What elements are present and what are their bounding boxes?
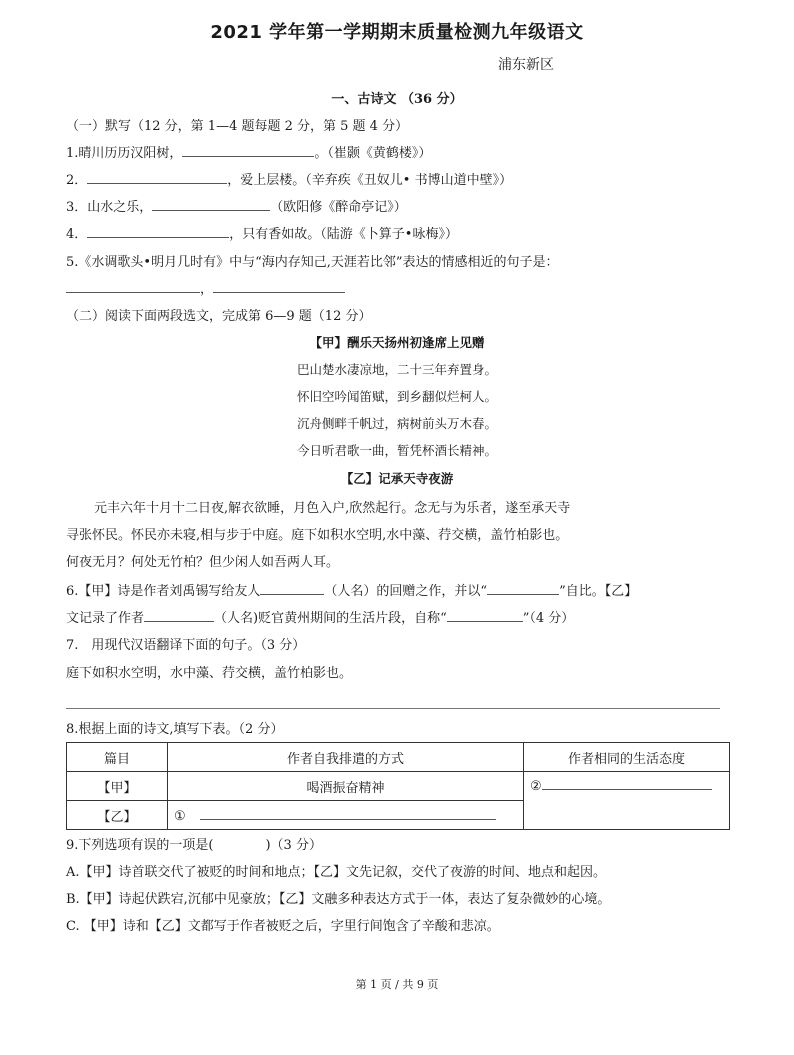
poem-line: 怀旧空吟闻笛赋，到乡翻似烂柯人。 [296, 389, 497, 404]
option-b: B.【甲】诗起伏跌宕,沉郁中见豪放；【乙】文融多种表达方式于一体，表达了复杂微妙的心境。 [66, 892, 611, 907]
table-cell-answer-2 [524, 772, 730, 830]
answer-blank [260, 582, 324, 595]
district-label: 浦东新区 [498, 57, 554, 73]
part1-heading: （一）默写（12 分，第 1—4 题每题 2 分，第 5 题 4 分） [66, 119, 409, 134]
table-header-row [67, 743, 730, 772]
question-1 [66, 142, 431, 161]
q2-suffix: ，爱上层楼。（辛弃疾《丑奴儿• 书博山道中壁》） [227, 173, 513, 188]
q6-text: ”自比。【乙】 [559, 584, 638, 599]
question-3 [66, 196, 407, 215]
table-header-cell: 篇目 [67, 743, 168, 772]
prose-line: 寻张怀民。怀民亦未寝,相与步于中庭。庭下如积水空明,水中藻、荇交横，盖竹柏影也。 [66, 528, 569, 543]
q4-suffix: ，只有香如故。（陆游《卜算子•咏梅》） [229, 227, 458, 242]
q5-separator: ， [200, 282, 214, 297]
answer-line [66, 708, 720, 709]
poem-line: 巴山楚水凄凉地，二十三年弃置身。 [296, 362, 497, 377]
question-9: 9.下列选项有误的一项是( )（3 分） [66, 838, 322, 853]
answer-table [66, 742, 730, 830]
answer-blank [213, 280, 345, 293]
circle-number: ① [174, 808, 186, 824]
question-6-line1 [66, 580, 637, 599]
table-cell: 【乙】 [67, 801, 168, 830]
answer-blank [200, 807, 496, 820]
answer-blank [487, 582, 559, 595]
answer-blank [542, 777, 712, 790]
q4-prefix: 4． [66, 227, 88, 242]
table-cell-answer-1 [168, 801, 524, 830]
poem-title: 【甲】酬乐天扬州初逢席上见赠 [309, 335, 485, 350]
question-5: 5.《水调歌头•明月几时有》中与“海内存知己,天涯若比邻”表达的情感相近的句子是： [66, 255, 559, 270]
q6-text: （人名)贬官黄州期间的生活片段，自称“ [214, 611, 447, 626]
answer-blank [144, 609, 214, 622]
q3-suffix: （欧阳修《醉命亭记》） [270, 200, 407, 215]
answer-blank [182, 144, 314, 157]
translation-sentence: 庭下如积水空明，水中藻、荇交横，盖竹柏影也。 [66, 666, 353, 681]
q1-suffix: 。（崔颢《黄鹤楼》） [314, 146, 432, 161]
table-header-cell: 作者自我排遣的方式 [168, 743, 524, 772]
part2-heading: （二）阅读下面两段选文，完成第 6—9 题（12 分） [66, 309, 372, 324]
question-2 [66, 169, 512, 188]
q6-text: 6.【甲】诗是作者刘禹锡写给友人 [66, 584, 261, 599]
table-row [67, 772, 730, 801]
question-6-line2 [66, 607, 574, 626]
q6-text: （人名）的回赠之作，并以“ [324, 584, 488, 599]
q3-prefix: 3．山水之乐， [66, 200, 153, 215]
table-cell: 喝酒振奋精神 [168, 772, 524, 801]
question-5-blanks [66, 278, 345, 297]
prose-title: 【乙】记承天寺夜游 [340, 471, 454, 486]
option-a: A.【甲】诗首联交代了被贬的时间和地点；【乙】文先记叙，交代了夜游的时间、地点和起因。 [66, 865, 607, 880]
prose-line: 何夜无月？何处无竹柏？但少闲人如吾两人耳。 [66, 555, 340, 570]
question-7: 7. 用现代汉语翻译下面的句子。（3 分） [66, 638, 306, 653]
table-header-cell: 作者相同的生活态度 [524, 743, 730, 772]
answer-blank [447, 609, 523, 622]
document-title: 2021 学年第一学期期末质量检测九年级语文 [210, 22, 584, 43]
answer-blank [87, 225, 229, 238]
answer-blank [87, 171, 227, 184]
prose-line: 元丰六年十月十二日夜,解衣欲睡，月色入户,欣然起行。念无与为乐者，遂至承天寺 [94, 501, 571, 516]
q2-prefix: 2． [66, 173, 88, 188]
question-8: 8.根据上面的诗文,填写下表。（2 分） [66, 722, 284, 737]
poem-line: 沉舟侧畔千帆过，病树前头万木春。 [296, 416, 497, 431]
section-heading: 一、古诗文 （36 分） [331, 92, 463, 107]
answer-blank [66, 280, 200, 293]
question-4 [66, 223, 458, 242]
q6-text: 文记录了作者 [66, 611, 145, 626]
q1-prefix: 1.晴川历历汉阳树， [66, 146, 183, 161]
circle-number: ② [530, 779, 542, 794]
poem-line: 今日听君歌一曲，暂凭杯酒长精神。 [296, 443, 497, 458]
option-c: C. 【甲】诗和【乙】文都写于作者被贬之后，字里行间饱含了辛酸和悲凉。 [66, 919, 500, 934]
q6-text: ”（4 分） [522, 611, 575, 626]
answer-blank [152, 198, 270, 211]
table-cell: 【甲】 [67, 772, 168, 801]
page-number: 第 1 页 / 共 9 页 [355, 978, 439, 991]
